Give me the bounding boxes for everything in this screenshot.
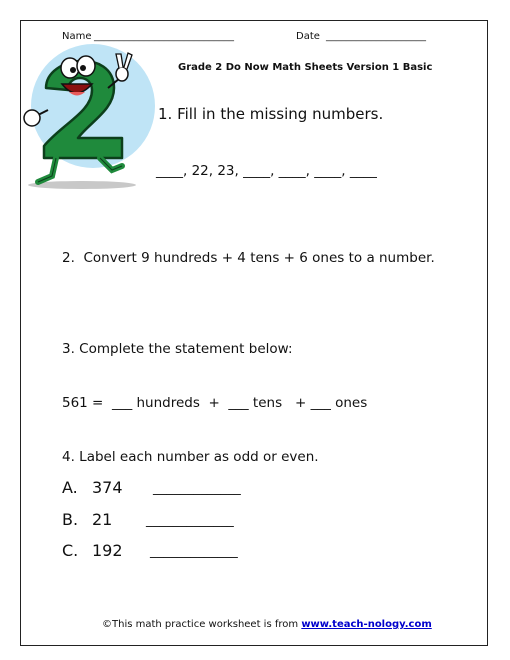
item-a-answer-blank: _____________ xyxy=(153,480,241,496)
question-4-prompt: 4. Label each number as odd or even. xyxy=(62,449,319,465)
name-blank: ____________________________ xyxy=(94,31,234,42)
footer xyxy=(102,619,432,630)
item-b-letter: B. xyxy=(62,510,79,529)
worksheet-title: Grade 2 Do Now Math Sheets Version 1 Basic xyxy=(178,62,433,73)
item-c-answer-blank: _____________ xyxy=(150,543,238,559)
question-2-prompt: 2. Convert 9 hundreds + 4 tens + 6 ones to a number. xyxy=(62,250,435,266)
item-b-number: 21 xyxy=(92,510,113,529)
date-blank: ____________________ xyxy=(326,31,426,42)
item-c-letter: C. xyxy=(62,541,79,560)
question-3-statement: 561 = ___ hundreds + ___ tens + ___ ones xyxy=(62,395,368,411)
question-1-sequence: ____, 22, 23, ____, ____, ____, ____ xyxy=(156,163,377,179)
item-c-number: 192 xyxy=(92,541,123,560)
footer-link[interactable]: www.teach-nology.com xyxy=(301,619,432,630)
number-two-mascot-icon xyxy=(22,42,162,192)
footer-text: ©This math practice worksheet is from xyxy=(102,619,302,630)
question-3-prompt: 3. Complete the statement below: xyxy=(62,341,293,357)
item-a-letter: A. xyxy=(62,478,78,497)
item-a-number: 374 xyxy=(92,478,123,497)
question-1-prompt: 1. Fill in the missing numbers. xyxy=(158,105,384,123)
date-label: Date xyxy=(296,31,320,42)
name-label: Name xyxy=(62,31,92,42)
item-b-answer-blank: _____________ xyxy=(146,512,234,528)
